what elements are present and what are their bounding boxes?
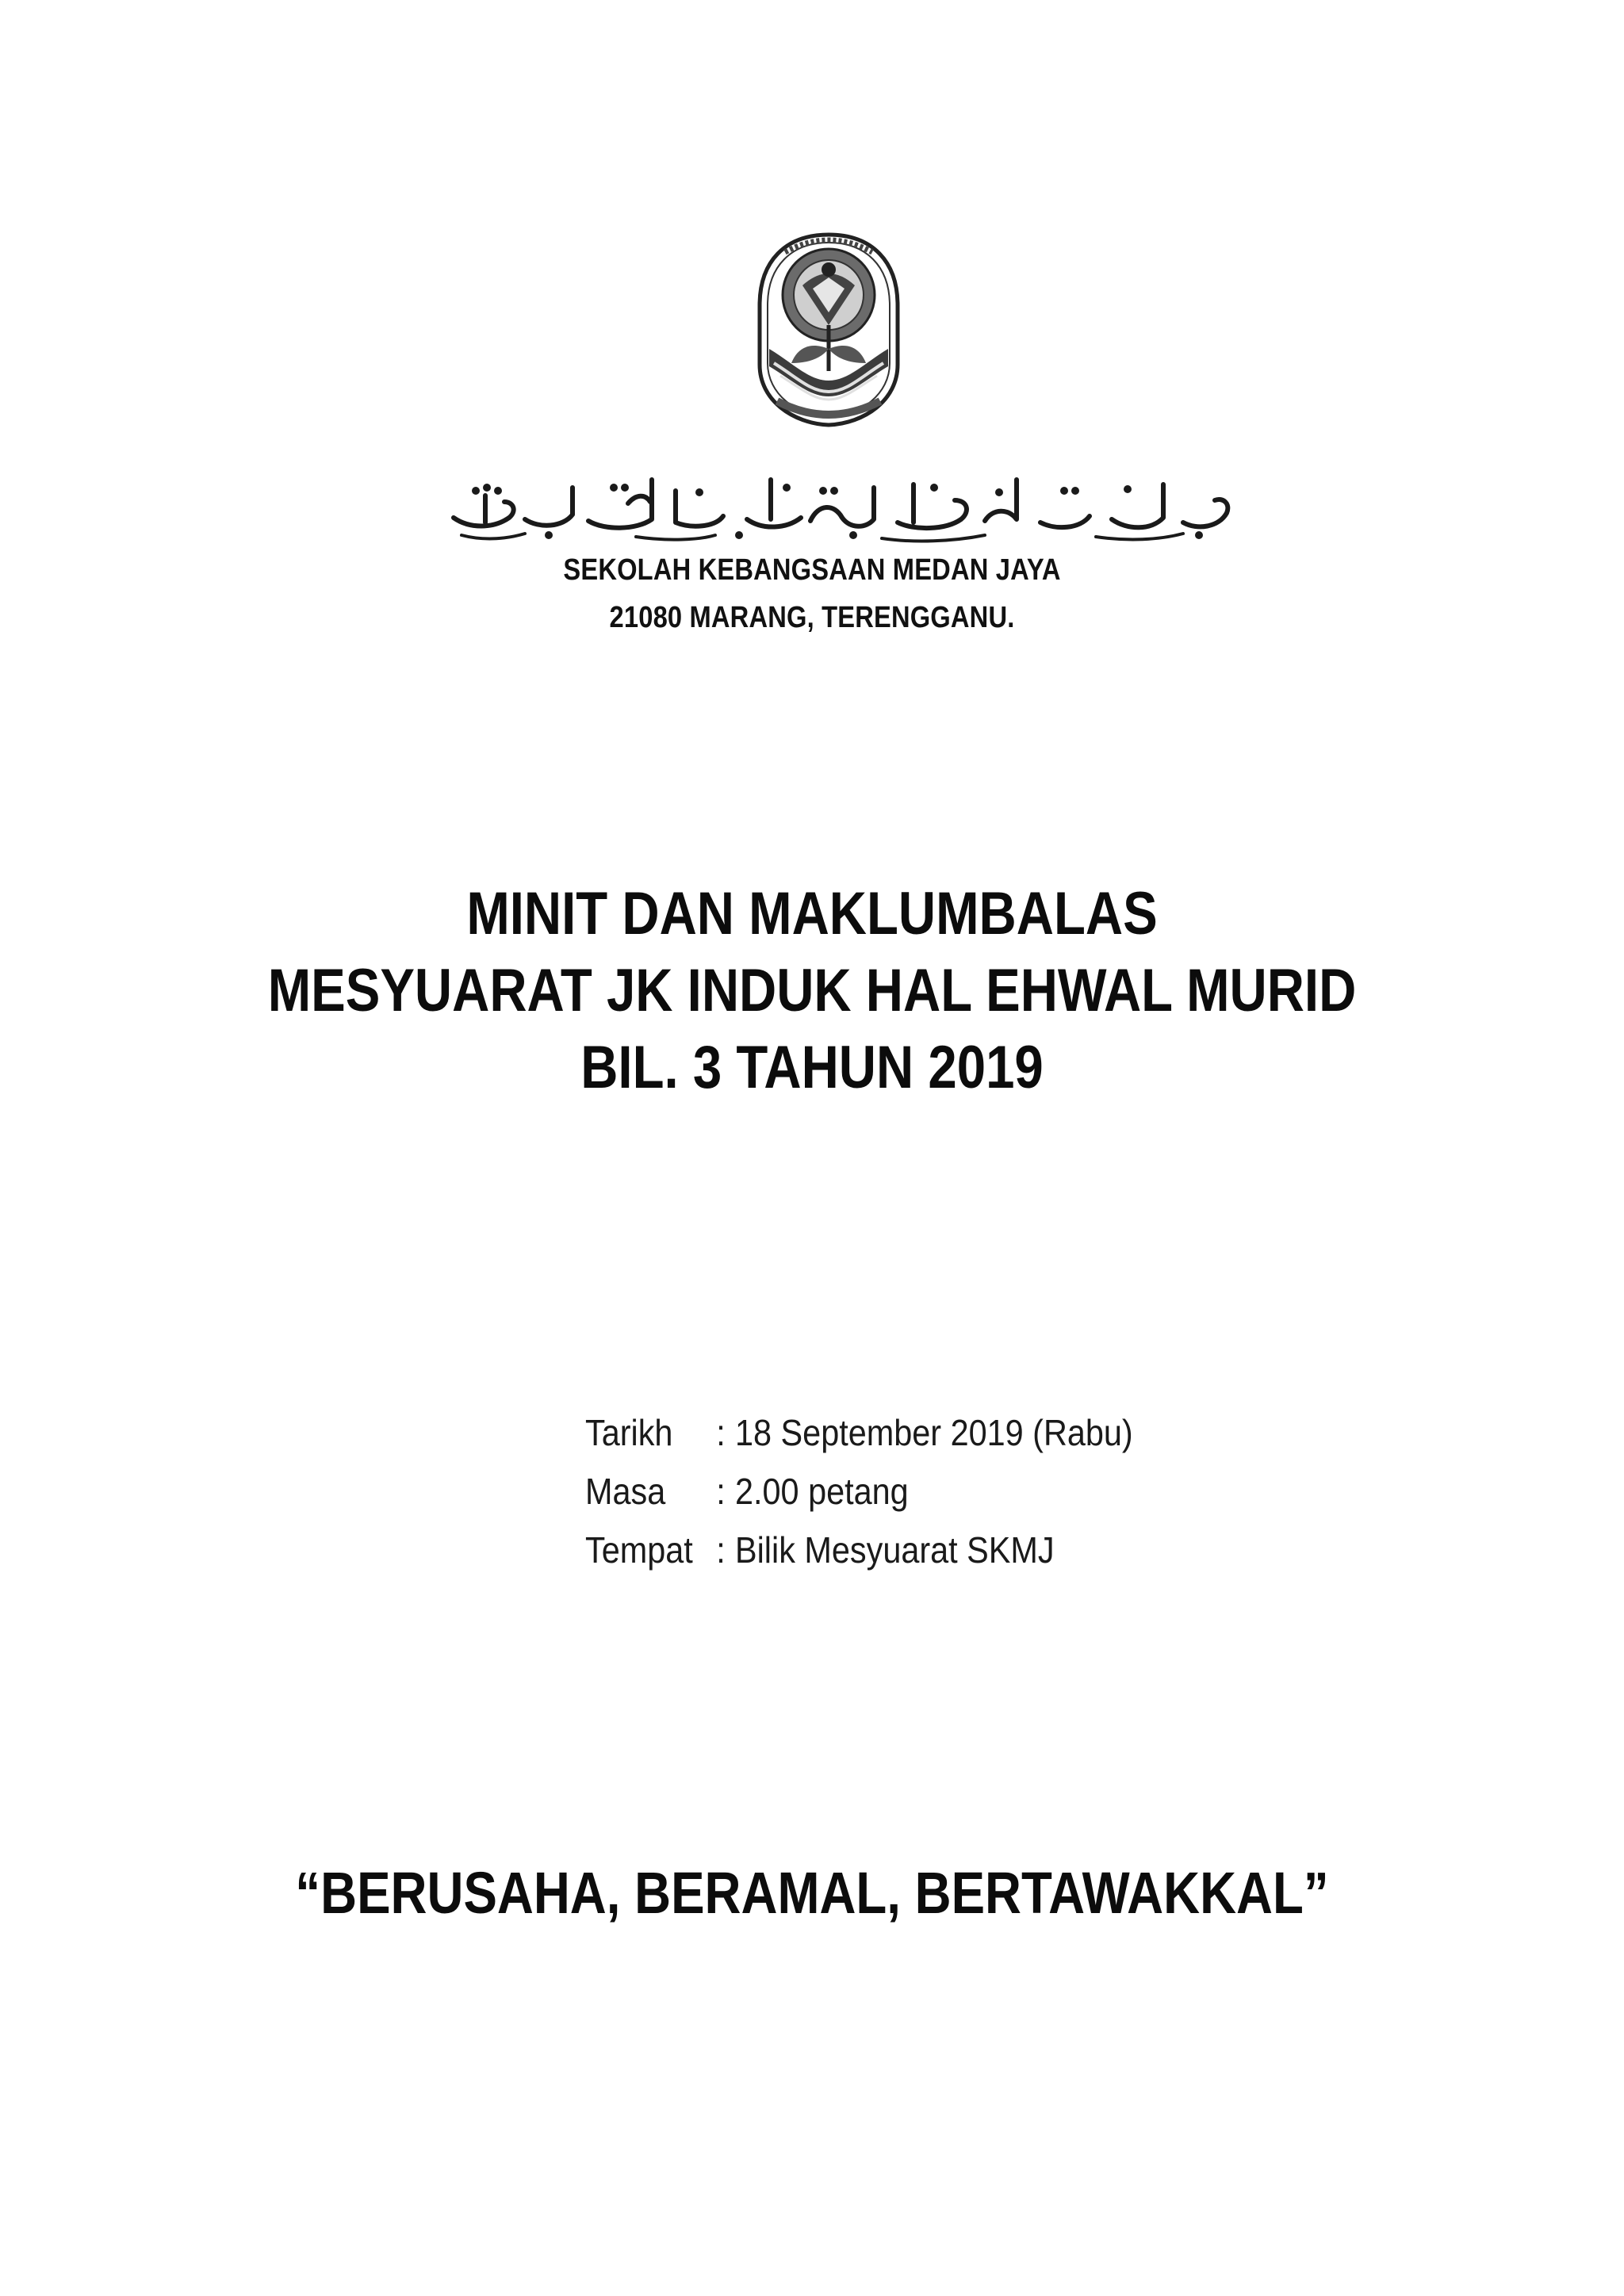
detail-separator: :	[716, 1412, 726, 1453]
detail-separator: :	[716, 1471, 726, 1512]
detail-row-date	[585, 1403, 1133, 1462]
detail-label: Tempat	[585, 1529, 693, 1571]
detail-label: Tarikh	[585, 1412, 673, 1453]
detail-row-venue	[585, 1521, 1133, 1579]
detail-value: Bilik Mesyuarat SKMJ	[735, 1529, 1055, 1571]
detail-value: 18 September 2019 (Rabu)	[735, 1412, 1133, 1453]
detail-separator: :	[716, 1529, 726, 1571]
document-title-line-2: MESYUARAT JK INDUK HAL EHWAL MURID	[267, 957, 1357, 1024]
detail-value: 2.00 petang	[735, 1471, 909, 1512]
school-crest-icon	[753, 230, 904, 428]
meeting-details	[585, 1403, 1193, 1579]
detail-row-time	[585, 1462, 1133, 1521]
jawi-school-name-calligraphy	[438, 456, 1239, 543]
school-name: SEKOLAH KEBANGSAAN MEDAN JAYA	[563, 553, 1061, 587]
school-address: 21080 MARANG, TERENGGANU.	[609, 601, 1015, 634]
document-title-line-1: MINIT DAN MAKLUMBALAS	[466, 880, 1158, 947]
school-motto: “BERUSAHA, BERAMAL, BERTAWAKKAL”	[295, 1860, 1329, 1926]
document-title-line-3: BIL. 3 TAHUN 2019	[580, 1034, 1044, 1101]
detail-label: Masa	[585, 1471, 666, 1512]
